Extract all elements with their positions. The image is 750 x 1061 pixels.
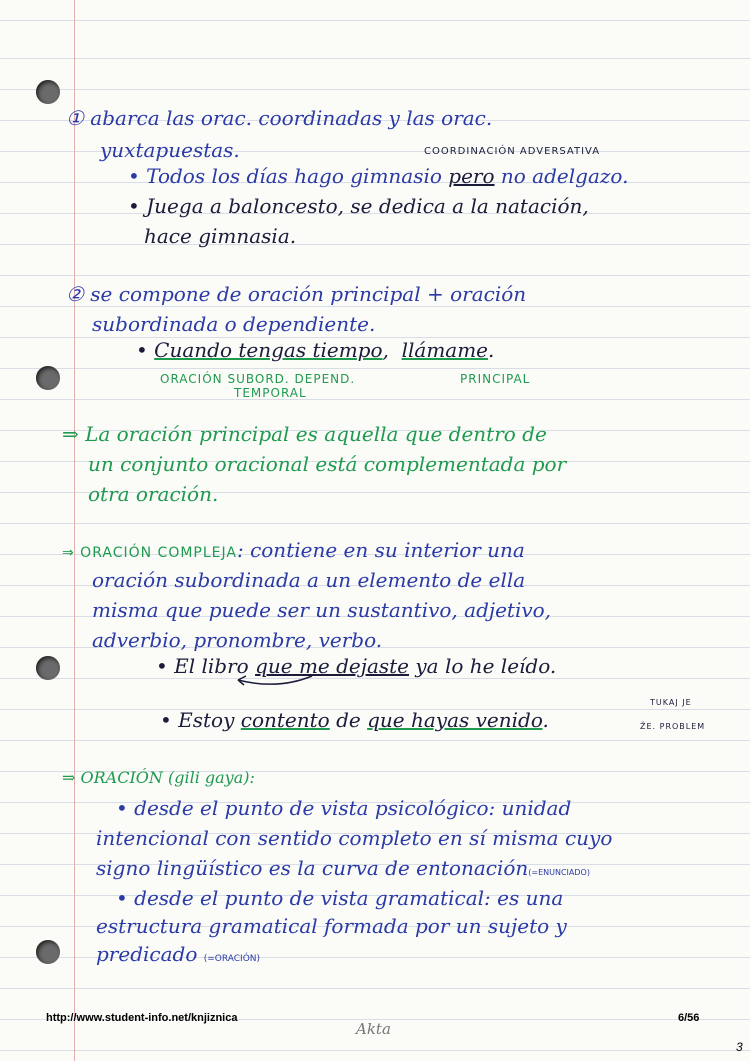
- binder-hole: [36, 366, 60, 390]
- definition-text: predicado: [96, 942, 198, 966]
- enunciado-tag: (=ENUNCIADO): [528, 868, 590, 877]
- principal-caption: PRINCIPAL: [460, 372, 531, 386]
- period: .: [488, 338, 495, 362]
- example-text: de: [329, 708, 368, 732]
- gili-p2-line3: [96, 942, 260, 971]
- gili-p1-line1: • desde el punto de vista psicológico: unidad: [116, 796, 572, 820]
- item1-example2-line2: hace gimnasia.: [144, 224, 297, 248]
- reference-arrow-icon: [228, 672, 318, 690]
- item1-example2-line1: • Juega a baloncesto, se dedica a la natación,: [128, 194, 589, 218]
- example-text: no adelgazo.: [494, 164, 629, 188]
- compleja-line2: oración subordinada a un elemento de ella: [92, 568, 526, 592]
- binder-hole: [36, 80, 60, 104]
- conjunction: pero: [448, 164, 495, 188]
- coordination-caption: COORDINACIÓN ADVERSATIVA: [424, 146, 601, 157]
- principal-def-line1: ⇒ La oración principal es aquella que dentro de: [62, 422, 547, 446]
- item1-line1: ① abarca las orac. coordinadas y las orac.: [66, 106, 493, 130]
- side-note-line2: ŽE. PROBLEM: [640, 722, 706, 731]
- compleja-line3: misma que puede ser un sustantivo, adjetivo,: [92, 598, 552, 622]
- corner-number: 3: [736, 1040, 743, 1054]
- item2-line1: ② se compone de oración principal + oración: [66, 282, 527, 306]
- compleja-example2: [160, 708, 549, 732]
- notebook-logo: Akta: [356, 1020, 391, 1038]
- subordinate-caption-line2: TEMPORAL: [234, 386, 307, 400]
- gili-p2-line2: estructura gramatical formada por un sujeto y: [96, 914, 567, 938]
- example-text: ya lo he leído.: [409, 654, 557, 678]
- example-text: • Todos los días hago gimnasio: [128, 164, 449, 188]
- margin-line: [74, 0, 75, 1061]
- compleja-text: : contiene en su interior una: [236, 538, 525, 562]
- compleja-example1: [156, 654, 556, 678]
- oracion-tag: (=ORACIÓN): [203, 954, 261, 964]
- gili-gaya-heading: ⇒ ORACIÓN (gili gaya):: [62, 768, 255, 787]
- item2-line2: subordinada o dependiente.: [92, 312, 376, 336]
- example-text: • El libro: [156, 654, 256, 678]
- subordinate-clause: Cuando tengas tiempo: [154, 338, 383, 362]
- subordinate-clause: que hayas venido: [367, 708, 543, 732]
- principal-def-line3: otra oración.: [88, 482, 219, 506]
- item1-example1: [128, 164, 628, 188]
- item1-line2: yuxtapuestas.: [100, 138, 240, 162]
- main-clause: llámame: [401, 338, 489, 362]
- adjective: contento: [240, 708, 330, 732]
- page-number: 6/56: [678, 1012, 700, 1024]
- binder-hole: [36, 656, 60, 680]
- gili-p1-line3: [96, 856, 590, 885]
- gili-p1-line2: intencional con sentido completo en sí misma cuyo: [96, 826, 613, 850]
- principal-def-line2: un conjunto oracional está complementada por: [88, 452, 567, 476]
- side-note-line1: TUKAJ JE: [650, 698, 692, 707]
- subordinate-caption-line1: ORACIÓN SUBORD. DEPEND.: [160, 372, 356, 386]
- relative-clause: que me dejaste: [255, 654, 409, 678]
- example-text: • Estoy: [160, 708, 241, 732]
- compleja-line4: adverbio, pronombre, verbo.: [92, 628, 383, 652]
- compleja-heading: ⇒ ORACIÓN COMPLEJA: [62, 545, 237, 561]
- item2-example: • Cuando tengas tiempo, llámame.: [136, 338, 495, 362]
- source-url: http://www.student-info.net/knjiznica: [46, 1012, 238, 1024]
- comma: ,: [382, 338, 389, 362]
- period: .: [542, 708, 549, 732]
- binder-hole: [36, 940, 60, 964]
- compleja-line1: [62, 538, 525, 565]
- gili-p2-line1: • desde el punto de vista gramatical: es una: [116, 886, 564, 910]
- definition-text: signo lingüístico es la curva de entonación: [96, 856, 529, 880]
